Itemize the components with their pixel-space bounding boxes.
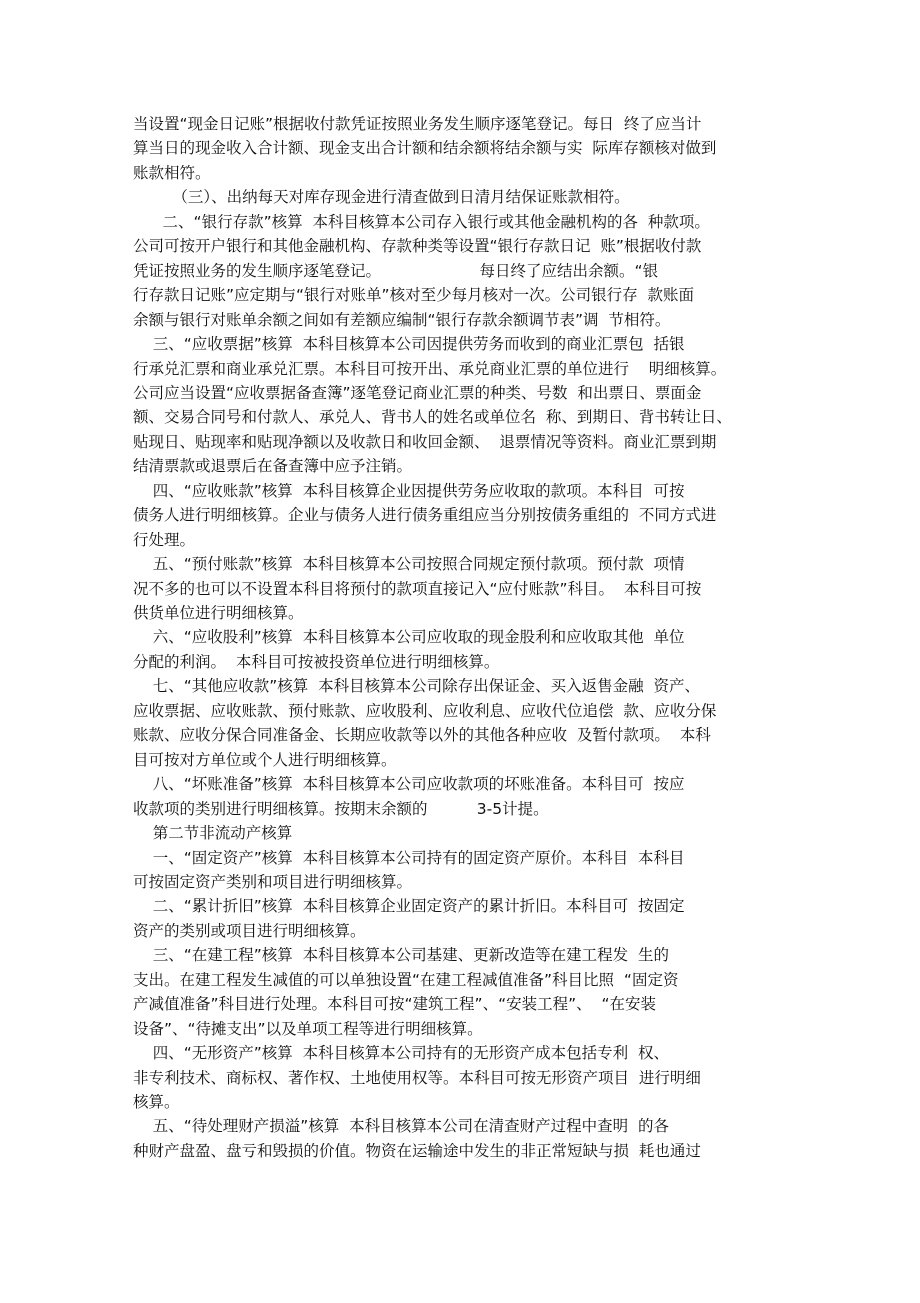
- text-line: 六、“应收股利”核算 本科目核算本公司应收取的现金股利和应收取其他 单位: [133, 628, 685, 647]
- text-line: 非专利技术、商标权、著作权、土地使用权等。本科目可按无形资产项目 进行明细: [133, 1068, 701, 1087]
- text-line: 支出。在建工程发生减值的可以单独设置“在建工程减值准备”科目比照 “固定资: [133, 970, 679, 989]
- text-line: 收款项的类别进行明细核算。按期末余额的 3-5计提。: [133, 799, 549, 818]
- text-line: 第二节非流动产核算: [133, 824, 293, 843]
- text-line: 设备”、“待摊支出”以及单项工程等进行明细核算。: [133, 1019, 483, 1038]
- text-line: 结清票款或退票后在备查簿中应予注销。: [133, 457, 413, 476]
- text-line: 账款、应收分保合同准备金、长期应收款等以外的其他各种应收 及暂付款项。 本科: [133, 726, 711, 745]
- text-line: 算当日的现金收入合计额、现金支出合计额和结余额将结余额与实 际库存额核对做到: [133, 139, 717, 158]
- text-line: （三）、出纳每天对库存现金进行清查做到日清月结保证账款相符。: [133, 188, 630, 207]
- text-line: 应收票据、应收账款、预付账款、应收股利、应收利息、应收代位追偿 款、应收分保: [133, 701, 717, 720]
- text-line: 八、“坏账准备”核算 本科目核算本公司应收款项的坏账准备。本科目可 按应: [133, 775, 685, 794]
- text-line: 二、“银行存款”核算 本科目核算本公司存入银行或其他金融机构的各 种款项。: [133, 212, 710, 231]
- text-line: 公司可按开户银行和其他金融机构、存款种类等设置“银行存款日记 账”根据收付款: [133, 237, 702, 256]
- text-line: 分配的利润。 本科目可按被投资单位进行明细核算。: [133, 652, 500, 671]
- text-line: 五、“待处理财产损溢”核算 本科目核算本公司在清查财产过程中查明 的各: [133, 1117, 669, 1136]
- text-line: 产减值准备”科目进行处理。本科目可按“建筑工程”、“安装工程”、 “在安装: [133, 995, 657, 1014]
- text-line: 七、“其他应收款”核算 本科目核算本公司除存出保证金、买入返售金融 资产、: [133, 677, 700, 696]
- text-line: 三、“应收票据”核算 本科目核算本公司因提供劳务而收到的商业汇票包 括银: [133, 335, 685, 354]
- text-line: 当设置“现金日记账”根据收付款凭证按照业务发生顺序逐笔登记。每日 终了应当计: [133, 115, 702, 133]
- text-line: 目可按对方单位或个人进行明细核算。: [133, 750, 397, 769]
- text-line: 行处理。: [133, 530, 196, 549]
- text-line: 余额与银行对账单余额之间如有差额应编制“银行存款余额调节表”调 节相符。: [133, 310, 671, 329]
- text-line: 凭证按照业务的发生顺序逐笔登记。 每日终了应结出余额。“银: [133, 261, 659, 280]
- text-line: 四、“应收账款”核算 本科目核算企业因提供劳务应收取的款项。本科目 可按: [133, 481, 685, 500]
- text-line: 贴现日、贴现率和贴现净额以及收款日和收回金额、 退票情况等资料。商业汇票到期: [133, 432, 717, 451]
- text-line: 账款相符。: [133, 163, 211, 182]
- text-line: 四、“无形资产”核算 本科目核算本公司持有的无形资产成本包括专利 权、: [133, 1044, 669, 1063]
- text-line: 二、“累计折旧”核算 本科目核算企业固定资产的累计折旧。本科目可 按固定: [133, 897, 685, 916]
- text-line: 债务人进行明细核算。企业与债务人进行债务重组应当分别按债务重组的 不同方式进: [133, 506, 717, 525]
- text-line: 资产的类别或项目进行明细核算。: [133, 921, 366, 940]
- text-line: 行存款日记账”应定期与“银行对账单”核对至少每月核对一次。公司银行存 款账面: [133, 286, 694, 305]
- text-line: 供货单位进行明细核算。: [133, 604, 304, 622]
- text-line: 核算。: [133, 1093, 180, 1111]
- text-line: 三、“在建工程”核算 本科目核算本公司基建、更新改造等在建工程发 生的: [133, 946, 669, 965]
- text-line: 公司应当设置“应收票据备查簿”逐笔登记商业汇票的种类、号数 和出票日、票面金: [133, 383, 702, 402]
- text-line: 况不多的也可以不设置本科目将预付的款项直接记入“应付账款”科目。 本科目可按: [133, 579, 702, 598]
- text-line: 一、“固定资产”核算 本科目核算本公司持有的固定资产原价。本科目 本科目: [133, 848, 685, 867]
- text-line: 五、“预付账款”核算 本科目核算本公司按照合同规定预付款项。预付款 项情: [133, 555, 685, 574]
- text-line: 可按固定资产类别和项目进行明细核算。: [133, 872, 413, 891]
- text-line: 行承兑汇票和商业承兑汇票。本科目可按开出、承兑商业汇票的单位进行 明细核算。: [133, 359, 727, 378]
- text-line: 额、交易合同号和付款人、承兑人、背书人的姓名或单位名 称、到期日、背书转让日、: [133, 408, 732, 427]
- text-line: 种财产盘盈、盘亏和毁损的价值。物资在运输途中发生的非正常短缺与损 耗也通过: [133, 1141, 701, 1160]
